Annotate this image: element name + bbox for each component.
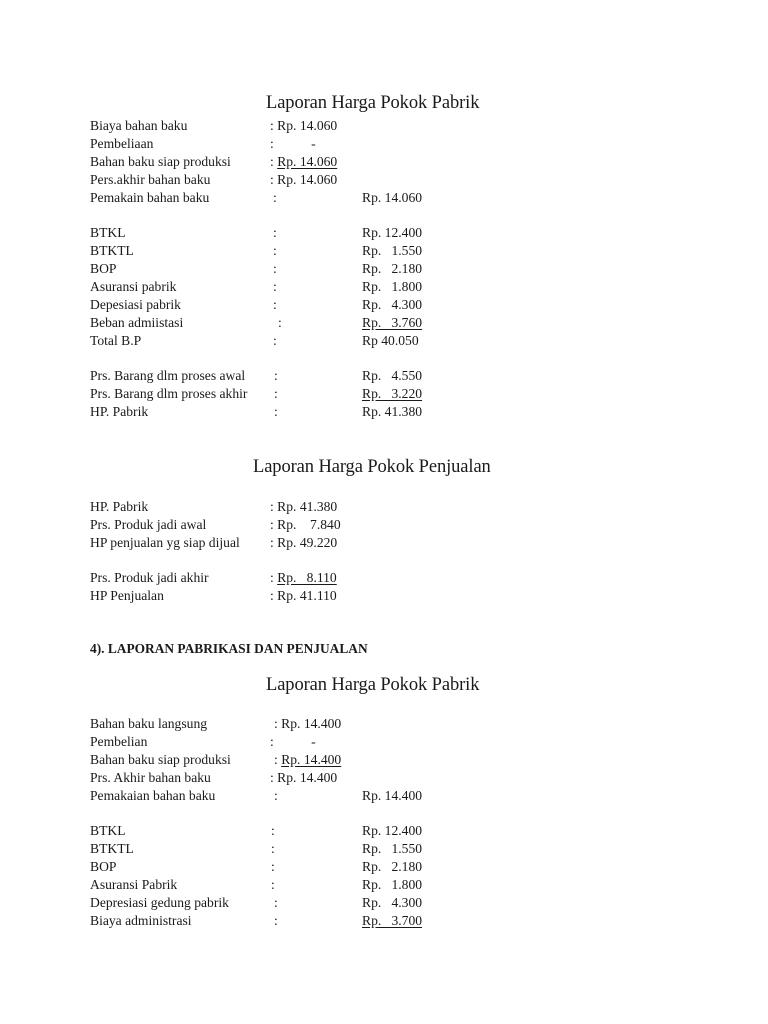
table-row — [90, 296, 730, 314]
table-row — [90, 822, 730, 840]
row-amount-underlined: Rp. 8.110 — [277, 570, 337, 585]
row-amount: Rp. 2.180 — [362, 859, 423, 874]
table-row — [90, 912, 730, 930]
row-colon: : — [271, 859, 275, 874]
table-row — [90, 751, 730, 769]
row-amount: Rp. 1.800 — [362, 877, 423, 892]
table-row — [90, 242, 730, 260]
page-title-hp-pabrik-2: Laporan Harga Pokok Pabrik — [266, 675, 480, 695]
table-row — [90, 278, 730, 296]
row-amount: Rp. 1.550 — [362, 243, 423, 258]
row-amount: Rp. 4.300 — [362, 297, 423, 312]
row-label: Pembeliaan — [90, 136, 154, 151]
row-label: Bahan baku siap produksi — [90, 752, 231, 767]
row-value: : - — [270, 734, 316, 749]
row-value: : Rp. 49.220 — [270, 535, 338, 550]
row-amount: Rp. 12.400 — [362, 823, 423, 838]
table-row — [90, 332, 730, 350]
row-label: HP Penjualan — [90, 588, 164, 603]
row-amount: Rp. 4.550 — [362, 368, 423, 383]
row-amount-underlined: Rp. 3.220 — [362, 386, 423, 401]
row-value: : Rp. 7.840 — [270, 517, 341, 532]
row-colon: : — [278, 315, 282, 330]
row-value: : Rp. 14.400 — [274, 716, 342, 731]
row-amount: Rp. 14.060 — [362, 190, 423, 205]
table-row — [90, 876, 730, 894]
row-value — [270, 569, 337, 587]
row-label: Pers.akhir bahan baku — [90, 172, 211, 187]
row-amount: Rp. 2.180 — [362, 261, 423, 276]
row-label: Bahan baku siap produksi — [90, 154, 231, 169]
row-label: HP. Pabrik — [90, 404, 149, 419]
row-colon: : — [271, 877, 275, 892]
row-label: Prs. Produk jadi awal — [90, 517, 207, 532]
table-row — [90, 858, 730, 876]
row-colon: : — [274, 386, 278, 401]
row-amount: Rp. 4.300 — [362, 895, 423, 910]
row-colon: : — [271, 841, 275, 856]
row-colon: : — [271, 823, 275, 838]
row-amount-total: Rp. 41.380 — [362, 404, 423, 419]
row-colon: : — [274, 788, 278, 803]
row-colon: : — [273, 279, 277, 294]
table-row — [90, 569, 730, 587]
row-label: Total B.P — [90, 333, 142, 348]
row-colon: : — [270, 570, 278, 585]
section-heading: 4). LAPORAN PABRIKASI DAN PENJUALAN — [90, 641, 368, 656]
row-label: Biaya administrasi — [90, 913, 192, 928]
row-value: : - — [270, 136, 316, 151]
table-row — [90, 516, 730, 534]
table-row — [90, 189, 730, 207]
row-label: Biaya bahan baku — [90, 118, 188, 133]
table-row — [90, 260, 730, 278]
row-colon: : — [274, 368, 278, 383]
table-row — [90, 840, 730, 858]
row-colon: : — [274, 895, 278, 910]
table-row — [90, 534, 730, 552]
row-amount: Rp. 1.550 — [362, 841, 423, 856]
table-row — [90, 153, 730, 171]
row-label: Pembelian — [90, 734, 148, 749]
row-label: BTKL — [90, 823, 126, 838]
row-label: Prs. Barang dlm proses awal — [90, 368, 246, 383]
row-colon: : — [274, 404, 278, 419]
row-colon: : — [273, 243, 277, 258]
table-row — [90, 135, 730, 153]
table-row — [90, 403, 730, 421]
row-colon: : — [270, 154, 278, 169]
row-amount-total: Rp 40.050 — [362, 333, 419, 348]
row-colon: : — [273, 261, 277, 276]
row-value: : Rp. 41.380 — [270, 499, 338, 514]
row-amount: Rp. 1.800 — [362, 279, 423, 294]
table-row — [90, 769, 730, 787]
row-value — [270, 153, 337, 171]
row-colon: : — [273, 297, 277, 312]
table-row — [90, 894, 730, 912]
table-row — [90, 224, 730, 242]
row-label: Asuransi Pabrik — [90, 877, 178, 892]
row-value: : Rp. 14.060 — [270, 118, 338, 133]
row-label: Depresiasi gedung pabrik — [90, 895, 229, 910]
row-colon: : — [273, 333, 277, 348]
row-label: Pemakain bahan baku — [90, 190, 210, 205]
row-label: BOP — [90, 261, 117, 276]
row-label: Beban admiistasi — [90, 315, 184, 330]
row-amount-underlined: Rp. 14.400 — [281, 752, 342, 767]
table-row — [90, 733, 730, 751]
row-label: BTKTL — [90, 841, 134, 856]
row-colon: : — [274, 752, 282, 767]
row-amount: Rp. 14.400 — [362, 788, 423, 803]
row-label: Depesiasi pabrik — [90, 297, 181, 312]
row-amount: Rp. 12.400 — [362, 225, 423, 240]
row-colon: : — [274, 913, 278, 928]
page-title-hp-pabrik: Laporan Harga Pokok Pabrik — [266, 93, 480, 113]
row-label: BTKL — [90, 225, 126, 240]
page-title-hp-penjualan: Laporan Harga Pokok Penjualan — [253, 457, 491, 477]
row-value: : Rp. 41.110 — [270, 588, 337, 603]
row-label: HP. Pabrik — [90, 499, 149, 514]
row-value — [274, 751, 341, 769]
row-amount-underlined: Rp. 14.060 — [277, 154, 338, 169]
table-row — [90, 715, 730, 733]
row-label: Pemakaian bahan baku — [90, 788, 216, 803]
row-label: Prs. Produk jadi akhir — [90, 570, 209, 585]
table-row — [90, 314, 730, 332]
table-row — [90, 117, 730, 135]
row-label: BTKTL — [90, 243, 134, 258]
table-row — [90, 587, 730, 605]
row-label: BOP — [90, 859, 117, 874]
row-colon: : — [273, 190, 277, 205]
row-colon: : — [273, 225, 277, 240]
row-label: Prs. Barang dlm proses akhir — [90, 386, 248, 401]
row-value: : Rp. 14.400 — [270, 770, 338, 785]
table-row — [90, 367, 730, 385]
table-row — [90, 787, 730, 805]
table-row — [90, 498, 730, 516]
table-row — [90, 385, 730, 403]
row-amount-underlined: Rp. 3.760 — [362, 315, 423, 330]
row-label: Asuransi pabrik — [90, 279, 177, 294]
row-label: Prs. Akhir bahan baku — [90, 770, 211, 785]
row-label: Bahan baku langsung — [90, 716, 208, 731]
table-row — [90, 171, 730, 189]
row-value: : Rp. 14.060 — [270, 172, 338, 187]
row-amount-underlined: Rp. 3.700 — [362, 913, 423, 928]
row-label: HP penjualan yg siap dijual — [90, 535, 240, 550]
